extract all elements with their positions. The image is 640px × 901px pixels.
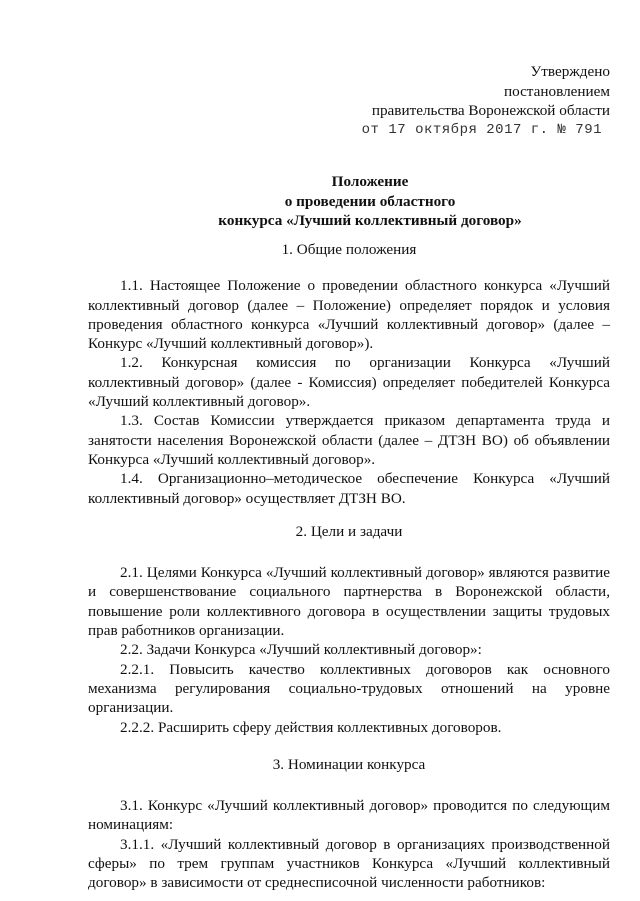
title-line: конкурса «Лучший коллективный договор» <box>218 212 522 229</box>
paragraph: 1.4. Организационно–методическое обеспечение Конкурса «Лучший коллективный договор» осуществляет ДТЗН ВО. <box>88 470 610 507</box>
approval-line: правительства Воронежской области <box>371 102 610 119</box>
paragraph: 2.2. Задачи Конкурса «Лучший коллективный договор»: <box>120 641 482 659</box>
approval-block <box>330 62 610 140</box>
paragraph: 3.1. Конкурс «Лучший коллективный договор» проводится по следующим номинациям: <box>88 797 610 834</box>
paragraph: 2.2.1. Повысить качество коллективных договоров как основного механизма регулирования социально-трудовых отношений на уровне организации. <box>88 660 610 717</box>
title-line: о проведении областного <box>284 192 456 210</box>
paragraph: 1.1. Настоящее Положение о проведении областного конкурса «Лучший коллективный договор (далее – Положение) определяет порядок и условия проведения областного конкурса «Лучший коллективный договор» (далее – Конкурс «Лучший коллективный договор»). <box>88 277 610 353</box>
approval-line: Утверждено <box>530 63 610 80</box>
decree-number-stamp: от 17 октября 2017 г. № 791 <box>361 121 602 138</box>
section-heading: 2. Цели и задачи <box>295 522 403 540</box>
section-heading: 3. Номинации конкурса <box>272 755 426 773</box>
approval-line: постановлением <box>503 82 610 100</box>
paragraph: 2.1. Целями Конкурса «Лучший коллективный договор» являются развитие и совершенствование социального партнерства в Воронежской области, повышение роли коллективного договора в осуществлении защиты трудовых прав работников организации. <box>88 564 610 640</box>
paragraph: 1.3. Состав Комиссии утверждается приказом департамента труда и занятости населения Воронежской области (далее – ДТЗН ВО) об объявлении Конкурса «Лучший коллективный договор». <box>88 412 610 468</box>
document-title <box>120 172 620 231</box>
title-line: Положение <box>331 173 409 190</box>
section-heading: 1. Общие положения <box>281 241 417 258</box>
paragraph: 3.1.1. «Лучший коллективный договор в организациях производственной сферы» по трем группам участников Конкурса «Лучший коллективный договор» в зависимости от среднесписочной численности работников: <box>88 835 610 892</box>
paragraph: 2.2.2. Расширить сферу действия коллективных договоров. <box>120 718 502 736</box>
paragraph: 1.2. Конкурсная комиссия по организации Конкурса «Лучший коллективный договор» (далее - Комиссия) определяет победителей Конкурса «Лучший коллективный договор». <box>88 354 610 411</box>
document-body <box>88 240 610 893</box>
